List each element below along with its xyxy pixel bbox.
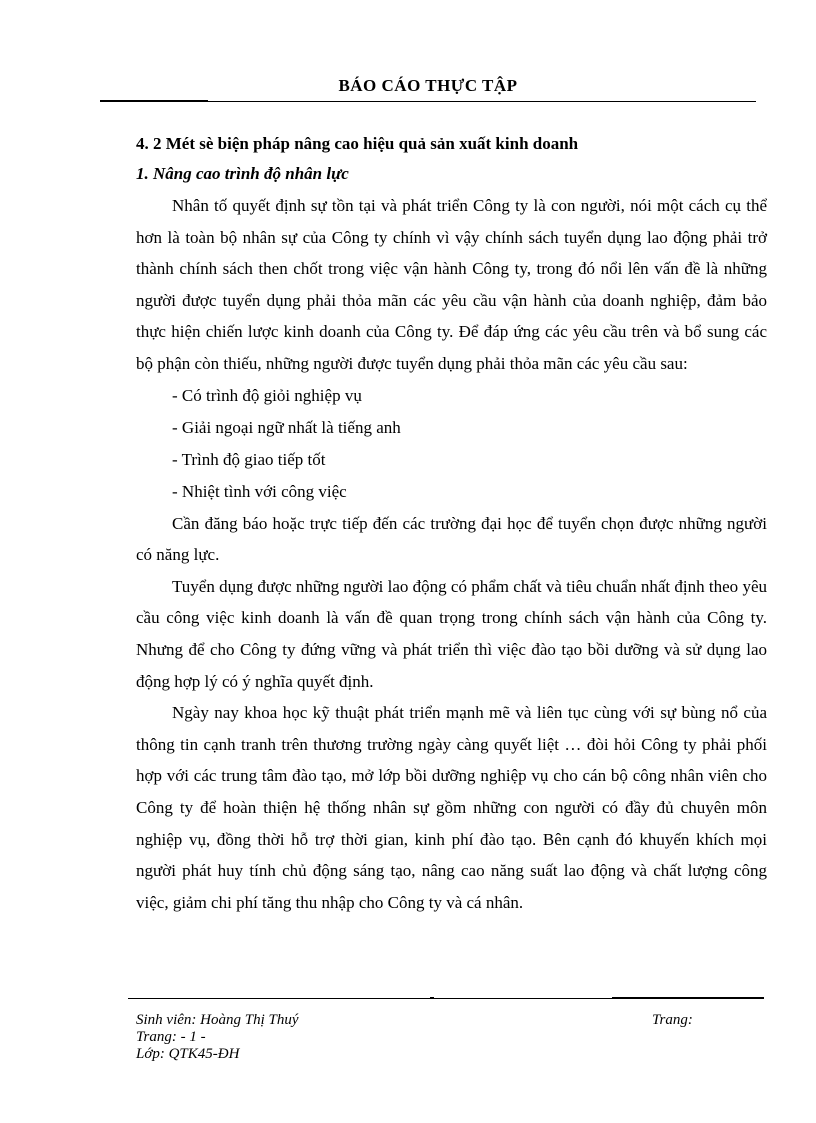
header-title: BÁO CÁO THỰC TẬP bbox=[338, 76, 518, 95]
footer-divider bbox=[128, 998, 764, 999]
list-item: - Nhiệt tình với công việc bbox=[172, 481, 347, 501]
footer-page-number: Trang: - 1 - bbox=[136, 1029, 206, 1045]
footer-page-label-right: Trang: bbox=[652, 1012, 693, 1028]
paragraph-4: Ngày nay khoa học kỹ thuật phát triển mạnh mẽ và liên tục cùng với sự bùng nổ của thông tin cạnh tranh trên thương trường ngày càng quyết liệt … đòi hỏi Công ty phải phối hợp với các trung tâm đào tạo, mở lớp bồi dưỡng nghiệp vụ cho cán bộ công nhân viên cho Công ty để hoàn thiện hệ thống nhân sự gồm những con người có đầy đủ chuyên môn nghiệp vụ, đồng thời hỗ trợ thời gian, kinh phí đào tạo. Bên cạnh đó khuyến khích mọi người phát huy tính chủ động sáng tạo, nâng cao năng suất lao động và chất lượng công việc, giảm chi phí tăng thu nhập cho Công ty và cá nhân. bbox=[136, 703, 767, 912]
list-item: - Có trình độ giỏi nghiệp vụ bbox=[172, 385, 362, 405]
paragraph-3: Tuyển dụng được những người lao động có phẩm chất và tiêu chuẩn nhất định theo yêu cầu công việc kinh doanh là vấn đề quan trọng trong chính sách vận hành của Công ty. Nhưng để cho Công ty đứng vững và phát triển thì việc đào tạo bồi dưỡng và sử dụng lao động hợp lý có ý nghĩa quyết định. bbox=[136, 576, 767, 691]
paragraph-2: Cần đăng báo hoặc trực tiếp đến các trường đại học để tuyển chọn được những người có năng lực. bbox=[136, 513, 767, 565]
page-footer bbox=[136, 1012, 736, 1063]
section-title: 4. 2 Mét sè biện pháp nâng cao hiệu quả sản xuất kinh doanh bbox=[136, 134, 579, 153]
requirements-list bbox=[136, 380, 767, 508]
page-body bbox=[136, 132, 767, 918]
footer-student: Sinh viên: Hoàng Thị Thuý bbox=[136, 1012, 299, 1028]
paragraph-1: Nhân tố quyết định sự tồn tại và phát triển Công ty là con người, nói một cách cụ thể hơn là toàn bộ nhân sự của Công ty chính vì vậy chính sách tuyển dụng lao động phải trở thành chính sách then chốt trong việc vận hành Công ty, trong đó nổi lên vấn đề là những người được tuyển dụng phải thỏa mãn các yêu cầu vận hành của doanh nghiệp, đảm bảo thực hiện chiến lược kinh doanh của Công ty. Để đáp ứng các yêu cầu trên và bổ sung các bộ phận còn thiếu, những người được tuyển dụng phải thỏa mãn các yêu cầu sau: bbox=[136, 196, 767, 373]
header-divider bbox=[100, 101, 756, 102]
list-item: - Trình độ giao tiếp tốt bbox=[172, 449, 326, 469]
footer-class: Lớp: QTK45-ĐH bbox=[136, 1046, 240, 1062]
subsection-title: 1. Nâng cao trình độ nhân lực bbox=[136, 164, 349, 183]
list-item: - Giải ngoại ngữ nhất là tiếng anh bbox=[172, 417, 401, 437]
